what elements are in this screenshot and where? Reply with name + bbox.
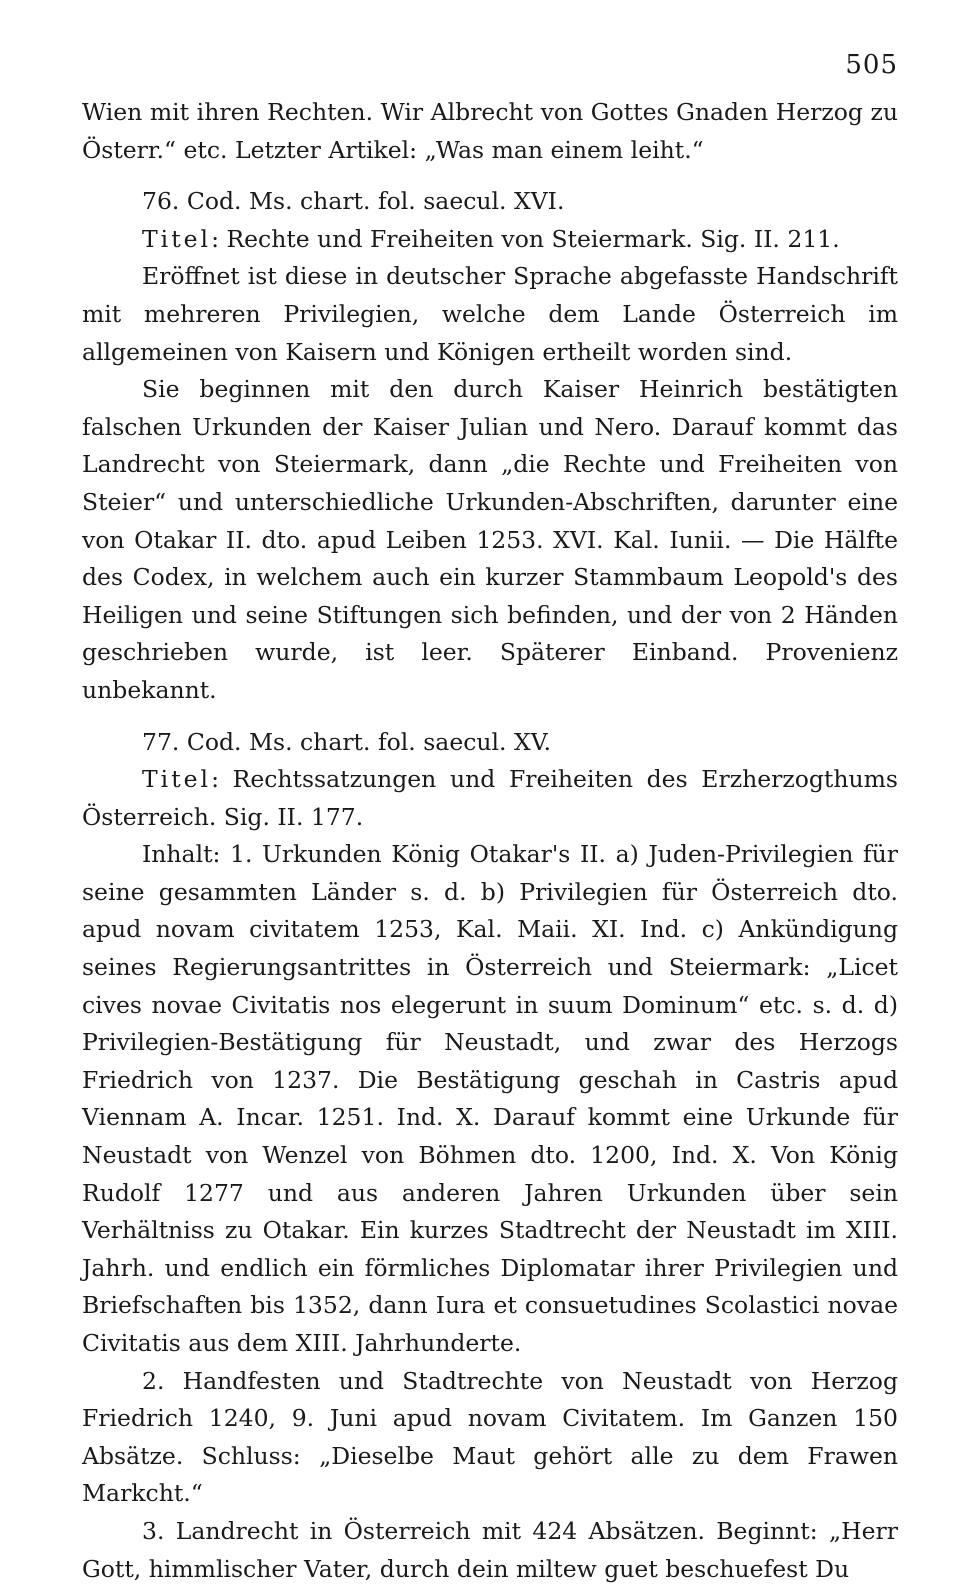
page-number: 505 [845,50,898,80]
entry-76-heading: 76. Cod. Ms. chart. fol. saecul. XVI. [142,187,565,216]
entry-77-contents-1: Inhalt: 1. Urkunden König Otakar's II. a) Juden-Privilegien für seine gesammten Länder s. d. b) Privilegien für Österreich dto. apud novam civitatem 1253, Kal. Maii. XI. Ind. c) Ankündigung seines Regierungsantrittes in Österreich und Steiermark: „Licet cives novae Civitatis nos elegerunt in suum Dominum“ etc. s. d. d) Privilegien-Bestätigung für Neustadt, und zwar des Herzogs Friedrich von 1237. Die Bestätigung geschah in Castris apud Viennam A. Incar. 1251. Ind. X. Darauf kommt eine Urkunde für Neustadt von Wenzel von Böhmen dto. 1200, Ind. X. Von König Rudolf 1277 und aus anderen Jahren Urkunden über sein Verhältniss zu Otakar. Ein kurzes Stadtrecht der Neustadt im XIII. Jahrh. und endlich ein förmliches Diplomatar ihrer Privilegien und Briefschaften bis 1352, dann Iura et consuetudines Scolastici novae Civitatis aus dem XIII. Jahrhunderte. [82,840,898,1357]
entry-77-contents-2: 2. Handfesten und Stadtrechte von Neustadt von Herzog Friedrich 1240, 9. Juni apud novam Civitatem. Im Ganzen 150 Absätze. Schluss: „Dieselbe Maut gehört alle zu dem Frawen Markcht.“ [82,1366,898,1508]
body-text [82,94,898,1588]
title-rest: : Rechtssatzungen und Freiheiten des Erzherzogthums Österreich. Sig. II. 177. [82,765,898,831]
entry-77-title [82,761,898,836]
paragraph-continuation: Wien mit ihren Rechten. Wir Albrecht von Gottes Gnaden Herzog zu Österr.“ etc. Letzter Artikel: „Was man einem leiht.“ [82,98,898,164]
title-key: Titel [142,765,212,794]
title-rest: : Rechte und Freiheiten von Steiermark. Sig. II. 211. [211,224,840,253]
entry-76-title [82,221,898,259]
entry-76-description: Eröffnet ist diese in deutscher Sprache abgefasste Handschrift mit mehreren Privilegien, welche dem Lande Österreich im allgemeinen von Kaisern und Königen ertheilt worden sind. [82,262,898,366]
entry-76-contents: Sie beginnen mit den durch Kaiser Heinrich bestätigten falschen Urkunden der Kaiser Julian und Nero. Darauf kommt das Landrecht von Steiermark, dann „die Rechte und Freiheiten von Steier“ und unterschiedliche Urkunden-Abschriften, darunter eine von Otakar II. dto. apud Leiben 1253. XVI. Kal. Iunii. — Die Hälfte des Codex, in welchem auch ein kurzer Stammbaum Leopold's des Heiligen und seine Stiftungen sich befinden, und der von 2 Händen geschrieben wurde, ist leer. Späterer Einband. Provenienz unbekannt. [82,375,898,704]
title-key: Titel [142,224,212,253]
entry-77-heading: 77. Cod. Ms. chart. fol. saecul. XV. [142,727,552,756]
entry-77-contents-3: 3. Landrecht in Österreich mit 424 Absätzen. Beginnt: „Herr Gott, himmlischer Vater, durch dein miltew guet beschuefest Du [82,1516,898,1583]
